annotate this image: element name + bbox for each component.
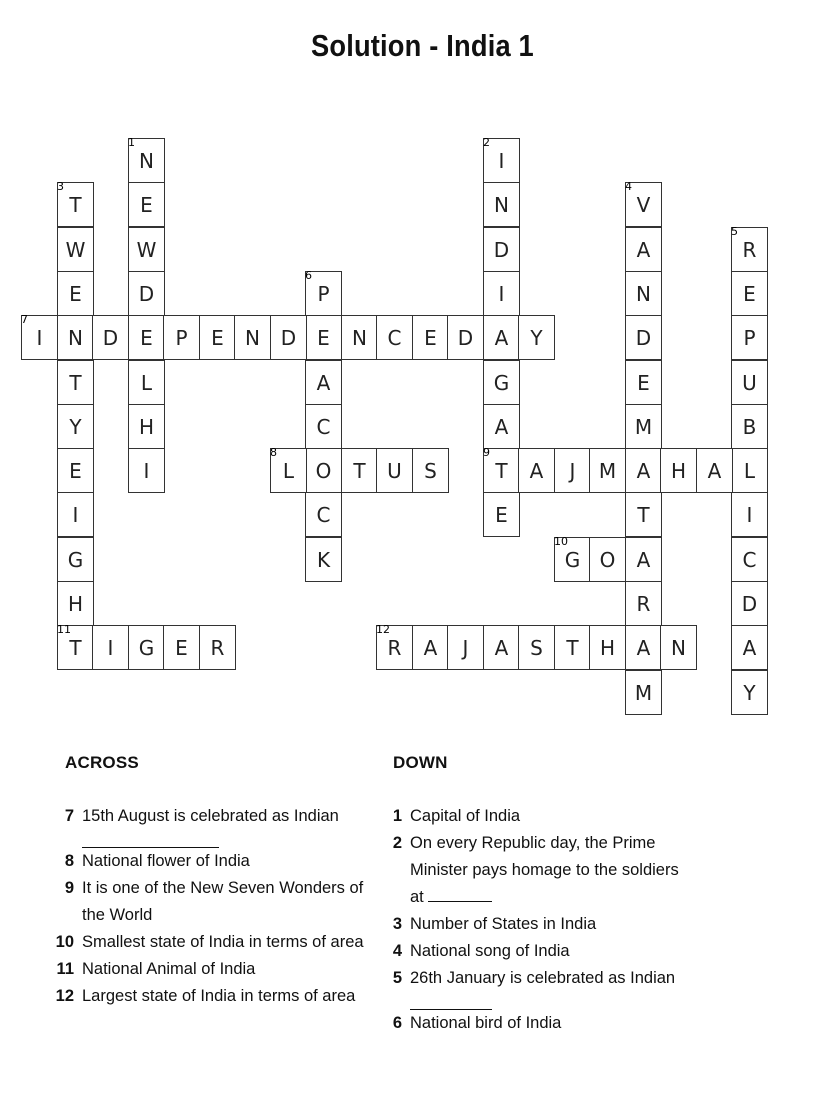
cell-letter: N xyxy=(68,326,83,350)
cell-letter: E xyxy=(743,282,756,306)
grid-cell[interactable] xyxy=(731,271,768,316)
cell-letter: M xyxy=(634,681,653,705)
cell-letter: R xyxy=(387,636,402,660)
cell-letter: G xyxy=(564,548,581,572)
answer-blank xyxy=(82,833,219,848)
cell-letter: T xyxy=(353,459,366,483)
grid-cell[interactable] xyxy=(625,182,662,227)
cell-letter: B xyxy=(742,415,757,439)
grid-cell[interactable] xyxy=(128,360,165,405)
cell-letter: S xyxy=(424,459,437,483)
cell-letter: I xyxy=(36,326,43,350)
clue-number-label: 5 xyxy=(392,969,402,987)
cell-letter: U xyxy=(742,371,757,395)
down-clue-list xyxy=(376,803,696,1037)
clue-text-content: National bird of India xyxy=(410,1014,562,1032)
grid-cell[interactable] xyxy=(625,271,662,316)
clue-number-label: 7 xyxy=(64,807,74,825)
clue-item xyxy=(48,929,378,956)
clue-text xyxy=(82,956,378,983)
clue-item xyxy=(376,1010,696,1037)
clue-item xyxy=(48,848,378,875)
clue-text xyxy=(410,803,696,830)
cell-letter: H xyxy=(67,592,84,616)
cell-letter: G xyxy=(493,371,510,395)
grid-cell[interactable] xyxy=(483,448,520,493)
clue-item xyxy=(48,875,378,929)
cell-letter: D xyxy=(280,326,297,350)
grid-cell[interactable] xyxy=(554,448,591,493)
cell-letter: U xyxy=(387,459,402,483)
cell-letter: P xyxy=(175,326,188,350)
cell-letter: R xyxy=(210,636,225,660)
cell-letter: M xyxy=(634,415,653,439)
grid-cell[interactable] xyxy=(199,625,236,670)
cell-letter: N xyxy=(139,149,154,173)
grid-cell[interactable] xyxy=(57,492,94,537)
grid-cell[interactable] xyxy=(57,404,94,449)
clue-number-label: 2 xyxy=(392,834,402,852)
cell-letter: A xyxy=(494,636,509,660)
grid-cell[interactable] xyxy=(57,182,94,227)
grid-cell[interactable] xyxy=(731,625,768,670)
cell-letter: J xyxy=(569,459,576,483)
grid-cell[interactable] xyxy=(483,404,520,449)
grid-cell[interactable] xyxy=(554,625,591,670)
grid-cell[interactable] xyxy=(57,537,94,582)
clue-text xyxy=(410,938,696,965)
clue-text-content: National Animal of India xyxy=(82,960,256,978)
cell-letter: T xyxy=(637,503,650,527)
cell-letter: L xyxy=(140,371,153,395)
grid-cell[interactable] xyxy=(731,492,768,537)
clue-number-label: 12 xyxy=(55,987,74,1005)
grid-cell[interactable] xyxy=(128,182,165,227)
clue-number-label: 1 xyxy=(392,807,402,825)
grid-cell[interactable] xyxy=(128,227,165,272)
grid-cell[interactable] xyxy=(376,625,413,670)
clue-number: 3 xyxy=(57,180,64,193)
grid-cell[interactable] xyxy=(412,625,449,670)
cell-letter: E xyxy=(175,636,188,660)
cell-letter: N xyxy=(352,326,367,350)
grid-cell[interactable] xyxy=(305,404,342,449)
clue-item xyxy=(376,938,696,965)
grid-cell[interactable] xyxy=(518,448,555,493)
cell-letter: Y xyxy=(69,415,82,439)
clue-item xyxy=(376,911,696,938)
grid-cell[interactable] xyxy=(376,448,413,493)
clue-text xyxy=(82,983,378,1010)
cell-letter: E xyxy=(495,503,508,527)
grid-cell[interactable] xyxy=(625,315,662,360)
clue-number: 10 xyxy=(554,535,568,548)
cell-letter: K xyxy=(316,548,331,572)
grid-cell[interactable] xyxy=(341,315,378,360)
grid-cell[interactable] xyxy=(483,625,520,670)
cell-letter: D xyxy=(493,238,510,262)
cell-letter: Y xyxy=(530,326,543,350)
grid-cell[interactable] xyxy=(483,360,520,405)
grid-cell[interactable] xyxy=(57,271,94,316)
grid-cell[interactable] xyxy=(625,670,662,715)
cell-letter: P xyxy=(317,282,330,306)
cell-letter: V xyxy=(636,193,651,217)
grid-cell[interactable] xyxy=(483,227,520,272)
cell-letter: I xyxy=(72,503,79,527)
grid-cell[interactable] xyxy=(731,360,768,405)
grid-cell[interactable] xyxy=(518,315,555,360)
cell-letter: E xyxy=(424,326,437,350)
grid-cell[interactable] xyxy=(731,537,768,582)
cell-letter: C xyxy=(316,415,331,439)
clue-text-content: Smallest state of India in terms of area xyxy=(82,933,364,951)
cell-letter: A xyxy=(423,636,438,660)
cell-letter: I xyxy=(143,459,150,483)
clue-text-content: National flower of India xyxy=(82,852,250,870)
cell-letter: A xyxy=(707,459,722,483)
grid-cell[interactable] xyxy=(625,360,662,405)
grid-cell[interactable] xyxy=(270,315,307,360)
across-clue-list xyxy=(48,803,378,1010)
grid-cell[interactable] xyxy=(57,360,94,405)
cell-letter: E xyxy=(69,459,82,483)
cell-letter: C xyxy=(387,326,402,350)
cell-letter: N xyxy=(636,282,651,306)
cell-letter: D xyxy=(457,326,474,350)
grid-cell[interactable] xyxy=(305,315,342,360)
clue-number: 1 xyxy=(128,136,135,149)
cell-letter: T xyxy=(69,636,82,660)
cell-letter: H xyxy=(138,415,155,439)
grid-cell[interactable] xyxy=(731,315,768,360)
clue-text-content: National song of India xyxy=(410,942,570,960)
clue-text xyxy=(82,848,378,875)
cell-letter: E xyxy=(637,371,650,395)
grid-cell[interactable] xyxy=(554,537,591,582)
clue-number: 2 xyxy=(483,136,490,149)
clue-number: 6 xyxy=(305,269,312,282)
grid-cell[interactable] xyxy=(483,182,520,227)
cell-letter: P xyxy=(743,326,756,350)
grid-cell[interactable] xyxy=(376,315,413,360)
clue-number: 7 xyxy=(21,313,28,326)
cell-letter: A xyxy=(636,459,651,483)
cell-letter: T xyxy=(566,636,579,660)
cell-letter: I xyxy=(498,282,505,306)
grid-cell[interactable] xyxy=(731,670,768,715)
clue-text xyxy=(410,1010,696,1037)
cell-letter: E xyxy=(211,326,224,350)
grid-cell[interactable] xyxy=(163,625,200,670)
grid-cell[interactable] xyxy=(589,448,626,493)
answer-blank xyxy=(428,887,492,902)
clue-text-content: 26th January is celebrated as Indian xyxy=(410,969,676,987)
grid-cell[interactable] xyxy=(412,315,449,360)
grid-cell[interactable] xyxy=(128,625,165,670)
across-heading: ACROSS xyxy=(65,753,139,772)
grid-cell[interactable] xyxy=(625,537,662,582)
cell-letter: T xyxy=(69,371,82,395)
clue-item xyxy=(48,983,378,1010)
grid-cell[interactable] xyxy=(696,448,733,493)
cell-letter: T xyxy=(495,459,508,483)
clue-number: 8 xyxy=(270,446,277,459)
cell-letter: N xyxy=(494,193,509,217)
cell-letter: L xyxy=(743,459,756,483)
cell-letter: G xyxy=(138,636,155,660)
cell-letter: H xyxy=(599,636,616,660)
clue-number-label: 8 xyxy=(64,852,74,870)
grid-cell[interactable] xyxy=(625,625,662,670)
clue-number-label: 10 xyxy=(55,933,74,951)
clue-text xyxy=(82,803,378,848)
cell-letter: M xyxy=(598,459,617,483)
clue-text-content: On every Republic day, the Prime Minister pays homage to the soldiers at xyxy=(410,834,679,906)
grid-cell[interactable] xyxy=(21,315,58,360)
grid-cell[interactable] xyxy=(128,448,165,493)
clue-number: 4 xyxy=(625,180,632,193)
clue-text-content: Largest state of India in terms of area xyxy=(82,987,356,1005)
clue-number: 11 xyxy=(57,623,71,636)
cell-letter: A xyxy=(316,371,331,395)
clue-text-content: Capital of India xyxy=(410,807,521,825)
cell-letter: D xyxy=(138,282,155,306)
clue-number: 12 xyxy=(376,623,390,636)
grid-cell[interactable] xyxy=(128,271,165,316)
cell-letter: R xyxy=(636,592,651,616)
grid-cell[interactable] xyxy=(305,360,342,405)
grid-cell[interactable] xyxy=(731,227,768,272)
clue-item xyxy=(48,956,378,983)
cell-letter: J xyxy=(462,636,469,660)
grid-cell[interactable] xyxy=(731,448,768,493)
clue-text xyxy=(410,830,696,911)
cell-letter: A xyxy=(742,636,757,660)
grid-cell[interactable] xyxy=(625,492,662,537)
cell-letter: N xyxy=(671,636,686,660)
grid-cell[interactable] xyxy=(57,448,94,493)
grid-cell[interactable] xyxy=(483,492,520,537)
cell-letter: A xyxy=(529,459,544,483)
cell-letter: I xyxy=(107,636,114,660)
cell-letter: W xyxy=(136,238,157,262)
cell-letter: D xyxy=(741,592,758,616)
grid-cell[interactable] xyxy=(589,537,626,582)
grid-cell[interactable] xyxy=(625,227,662,272)
clue-item xyxy=(376,965,696,1010)
grid-cell[interactable] xyxy=(660,625,697,670)
cell-letter: A xyxy=(636,636,651,660)
cell-letter: I xyxy=(498,149,505,173)
clue-item xyxy=(48,803,378,848)
grid-cell[interactable] xyxy=(57,625,94,670)
grid-cell[interactable] xyxy=(92,625,129,670)
grid-cell[interactable] xyxy=(447,625,484,670)
cell-letter: N xyxy=(245,326,260,350)
clue-text xyxy=(410,965,696,1010)
cell-letter: E xyxy=(69,282,82,306)
clue-number: 9 xyxy=(483,446,490,459)
cell-letter: E xyxy=(140,193,153,217)
grid-cell[interactable] xyxy=(625,581,662,626)
grid-cell[interactable] xyxy=(128,138,165,183)
grid-cell[interactable] xyxy=(57,581,94,626)
answer-blank xyxy=(410,995,492,1010)
cell-letter: C xyxy=(742,548,757,572)
cell-letter: E xyxy=(317,326,330,350)
clue-text-content: 15th August is celebrated as Indian xyxy=(82,807,339,825)
clue-number-label: 6 xyxy=(392,1014,402,1032)
grid-cell[interactable] xyxy=(305,448,342,493)
grid-cell[interactable] xyxy=(518,625,555,670)
grid-cell[interactable] xyxy=(199,315,236,360)
grid-cell[interactable] xyxy=(92,315,129,360)
cell-letter: A xyxy=(494,415,509,439)
clue-item xyxy=(376,803,696,830)
clue-number-label: 3 xyxy=(392,915,402,933)
grid-cell[interactable] xyxy=(731,581,768,626)
grid-cell[interactable] xyxy=(128,315,165,360)
grid-cell[interactable] xyxy=(625,448,662,493)
grid-cell[interactable] xyxy=(305,492,342,537)
clue-item xyxy=(376,830,696,911)
cell-letter: O xyxy=(315,459,332,483)
grid-cell[interactable] xyxy=(447,315,484,360)
cell-letter: O xyxy=(599,548,616,572)
cell-letter: C xyxy=(316,503,331,527)
cell-letter: G xyxy=(67,548,84,572)
cell-letter: A xyxy=(494,326,509,350)
cell-letter: D xyxy=(102,326,119,350)
grid-cell[interactable] xyxy=(270,448,307,493)
cell-letter: A xyxy=(636,548,651,572)
clue-text xyxy=(410,911,696,938)
clue-number-label: 4 xyxy=(392,942,402,960)
grid-cell[interactable] xyxy=(731,404,768,449)
cell-letter: Y xyxy=(743,681,756,705)
cell-letter: I xyxy=(746,503,753,527)
grid-cell[interactable] xyxy=(589,625,626,670)
clue-text-content: Number of States in India xyxy=(410,915,597,933)
grid-cell[interactable] xyxy=(483,138,520,183)
grid-cell[interactable] xyxy=(57,227,94,272)
grid-cell[interactable] xyxy=(412,448,449,493)
grid-cell[interactable] xyxy=(341,448,378,493)
clue-number-label: 9 xyxy=(64,879,74,897)
grid-cell[interactable] xyxy=(57,315,94,360)
cell-letter: L xyxy=(282,459,295,483)
grid-cell[interactable] xyxy=(483,315,520,360)
clue-text xyxy=(82,875,378,929)
grid-cell[interactable] xyxy=(483,271,520,316)
clue-number: 5 xyxy=(731,225,738,238)
grid-cell[interactable] xyxy=(305,537,342,582)
clue-text-content: It is one of the New Seven Wonders of the World xyxy=(82,879,364,924)
cell-letter: A xyxy=(636,238,651,262)
cell-letter: T xyxy=(69,193,82,217)
cell-letter: E xyxy=(140,326,153,350)
grid-cell[interactable] xyxy=(234,315,271,360)
clue-text xyxy=(82,929,378,956)
grid-cell[interactable] xyxy=(625,404,662,449)
cell-letter: R xyxy=(742,238,757,262)
cell-letter: H xyxy=(670,459,687,483)
cell-letter: S xyxy=(530,636,543,660)
grid-cell[interactable] xyxy=(128,404,165,449)
page-title: Solution - India 1 xyxy=(310,28,534,63)
clue-number-label: 11 xyxy=(56,960,74,978)
grid-cell[interactable] xyxy=(305,271,342,316)
cell-letter: W xyxy=(65,238,86,262)
cell-letter: D xyxy=(635,326,652,350)
grid-cell[interactable] xyxy=(660,448,697,493)
down-heading: DOWN xyxy=(393,753,448,772)
grid-cell[interactable] xyxy=(163,315,200,360)
